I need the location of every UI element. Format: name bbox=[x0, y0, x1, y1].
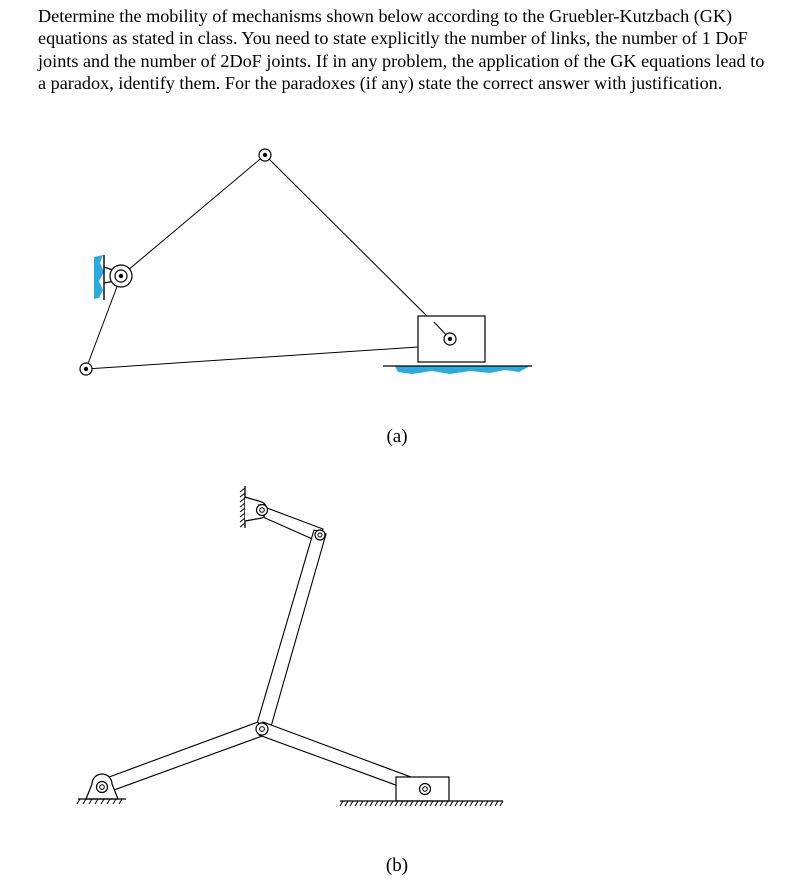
middle-joint-b bbox=[256, 723, 268, 735]
link-bottom-to-slider bbox=[86, 347, 418, 369]
top-wall-joint-b bbox=[257, 505, 268, 516]
link-long-vertical bbox=[256, 530, 326, 730]
link-lower-left bbox=[101, 722, 265, 794]
left-ground-joint-b bbox=[97, 782, 108, 793]
upper-right-joint-b bbox=[315, 530, 325, 540]
wall-ground-a bbox=[94, 255, 104, 299]
link-top-to-slider bbox=[265, 155, 450, 339]
slider-ground-a bbox=[395, 366, 530, 374]
slider-ground-hatch-b bbox=[340, 801, 503, 806]
bottom-joint-a bbox=[80, 363, 92, 375]
ground-hatch-left-b bbox=[77, 799, 122, 804]
ground-pivot-a bbox=[110, 265, 132, 287]
wall-hatch-b bbox=[240, 488, 245, 527]
top-joint-a bbox=[259, 149, 271, 161]
slider-joint-b bbox=[420, 784, 431, 795]
slider-joint-a bbox=[444, 333, 456, 345]
caption-b: (b) bbox=[385, 855, 409, 876]
question-text: Determine the mobility of mechanisms shown below according to the Gruebler-Kutzbach (GK) equations as stated in class. You need to state explicitly the number of links, the number of 1 DoF joints and the number of 2DoF joints. If in any problem, the application of the GK equations lead to a paradox, identify them. For the paradoxes (if any) state the correct answer with justification. bbox=[38, 6, 765, 94]
figure-b bbox=[0, 470, 808, 890]
link-ground-to-top bbox=[121, 155, 265, 276]
figure-a bbox=[0, 0, 808, 420]
caption-a: (a) bbox=[386, 426, 408, 447]
